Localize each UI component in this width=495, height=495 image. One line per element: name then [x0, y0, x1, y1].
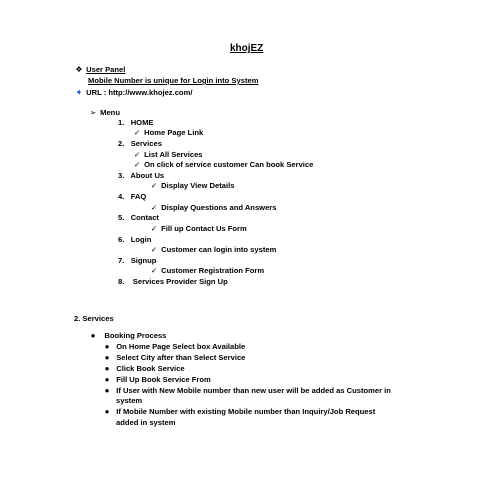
booking-step: ● Select City after than Select Service: [102, 353, 245, 363]
booking-step: ● Click Book Service: [102, 364, 185, 374]
menu-item-home: [118, 118, 153, 128]
menu-detail: ✓ On click of service customer Can book Service: [133, 160, 314, 169]
menu-item-number: 2.: [118, 139, 125, 148]
booking-step-continued: system: [116, 396, 143, 405]
booking-step-continued: added in system: [116, 418, 176, 427]
check-icon: ✓: [133, 160, 141, 169]
diamond-bullet-icon: ❖: [75, 65, 83, 74]
disc-bullet-icon: ●: [104, 353, 110, 362]
menu-item-login: [118, 235, 151, 245]
check-icon: ✓: [133, 128, 141, 137]
check-icon: ✓: [133, 150, 141, 159]
user-panel-label: User Panel: [86, 65, 126, 74]
menu-item-label: Signup: [130, 256, 157, 265]
url-line: [74, 87, 192, 98]
booking-process-heading: ● Booking Process: [88, 331, 166, 341]
check-icon: ✓: [150, 224, 158, 233]
menu-item-number: 5.: [118, 213, 125, 222]
menu-item-number: 8.: [118, 277, 125, 286]
user-panel-line: [74, 65, 125, 75]
url-text: URL : http://www.khojez.com/: [86, 88, 193, 97]
menu-item-services: [118, 139, 162, 149]
booking-step: ● If Mobile Number with existing Mobile number than Inquiry/Job Request: [102, 407, 375, 417]
menu-item-number: 3.: [118, 171, 125, 180]
disc-bullet-icon: ●: [90, 331, 96, 340]
disc-bullet-icon: ●: [104, 386, 110, 395]
menu-detail: ✓ Display View Details: [150, 181, 235, 190]
menu-detail: ✓ Home Page Link: [133, 128, 204, 137]
document-title: khojEZ: [230, 43, 264, 54]
menu-detail: ✓ Display Questions and Answers: [150, 203, 277, 212]
booking-step: ● If User with New Mobile number than new user will be added as Customer in: [102, 386, 391, 396]
menu-item-label: Services Provider Sign Up: [132, 277, 228, 286]
menu-item-number: 6.: [118, 235, 125, 244]
disc-bullet-icon: ●: [104, 407, 110, 416]
menu-detail: ✓ Customer can login into system: [150, 245, 277, 254]
menu-item-label: Login: [130, 235, 152, 244]
check-icon: ✓: [150, 266, 158, 275]
menu-item-number: 4.: [118, 192, 125, 201]
menu-detail: ✓ Customer Registration Form: [150, 266, 265, 275]
menu-label: Menu: [100, 108, 120, 117]
chevron-right-icon: ➢: [89, 108, 97, 117]
menu-item-faq: [118, 192, 146, 202]
check-icon: ✓: [150, 181, 158, 190]
menu-item-signup: [118, 256, 156, 266]
menu-item-label: Contact: [130, 213, 159, 222]
menu-item-about-us: [118, 171, 164, 181]
menu-item-number: 1.: [118, 118, 125, 127]
menu-item-label: HOME: [130, 118, 154, 127]
arrow-bullet-icon: ➧: [75, 87, 83, 97]
booking-step: ● On Home Page Select box Available: [102, 342, 245, 352]
menu-item-number: 7.: [118, 256, 125, 265]
disc-bullet-icon: ●: [104, 375, 110, 384]
menu-item-label: Services: [130, 139, 162, 148]
disc-bullet-icon: ●: [104, 342, 110, 351]
booking-step: ● Fill Up Book Service From: [102, 375, 211, 385]
menu-item-contact: [118, 213, 159, 223]
check-icon: ✓: [150, 245, 158, 254]
user-panel-note: Mobile Number is unique for Login into System: [88, 76, 259, 85]
disc-bullet-icon: ●: [104, 364, 110, 373]
menu-item-label: About Us: [130, 171, 165, 180]
services-section-heading: 2. Services: [74, 314, 114, 323]
check-icon: ✓: [150, 203, 158, 212]
menu-item-label: FAQ: [130, 192, 147, 201]
menu-heading: [88, 108, 120, 118]
menu-item-provider-signup: [118, 277, 228, 287]
menu-detail: ✓ List All Services: [133, 150, 203, 159]
menu-detail: ✓ Fill up Contact Us Form: [150, 224, 247, 233]
